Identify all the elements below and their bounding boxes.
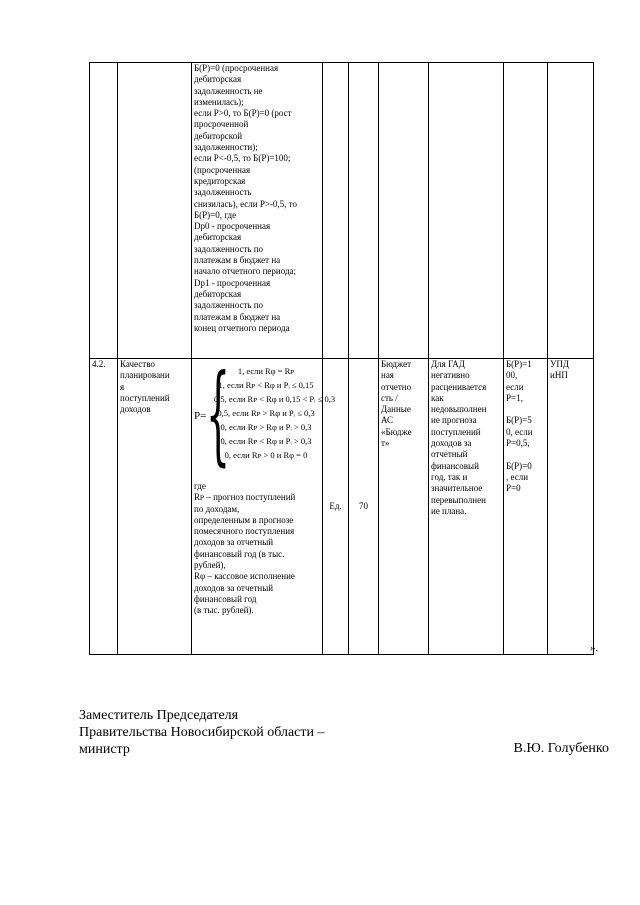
formula-case: 1, если Rᴘ < Rφ и Pᵢ ≤ 0,15: [218, 380, 314, 390]
formula-case: 1, если Rφ = Rᴘ: [237, 366, 295, 376]
text-line: иНП: [550, 370, 568, 381]
table-row: [90, 359, 594, 655]
formula-case: 0, если Rᴘ < Rφ и Pᵢ > 0,3: [220, 436, 312, 446]
cell-name: [118, 63, 192, 359]
cell-num: [90, 63, 118, 359]
text-line: отчетно: [381, 381, 412, 392]
text-line: УПД: [550, 359, 570, 369]
text-line: негативно: [431, 370, 470, 381]
text-line: доходов за: [431, 438, 472, 449]
text-line: год, так и: [431, 471, 468, 482]
text-line: задолженность по: [194, 300, 264, 311]
text-line: Б(Р)=0: [506, 460, 532, 471]
text-line: доходов за отчетный: [194, 582, 274, 593]
text-line: ие прогноза: [431, 415, 477, 426]
cell-formula: [192, 352, 336, 655]
formula-case: 0, если Rᴘ > 0 и Rφ = 0: [224, 450, 308, 460]
cell-weight: [349, 63, 379, 359]
text-line: ие плана.: [431, 505, 467, 516]
text-line: просроченной: [194, 119, 249, 130]
text-line: , если: [506, 471, 529, 482]
signature-position-line-2: Правительства Новосибирской области –: [79, 725, 325, 740]
text-line: финансовый год (в тыс.: [194, 548, 285, 559]
text-line: Б(Р)=0, где: [194, 209, 237, 220]
piecewise-formula: [194, 352, 336, 477]
signature-name: В.Ю. Голубенко: [513, 741, 609, 756]
cell-score: [504, 359, 548, 655]
text-line: изменилась);: [194, 96, 244, 107]
formula-case: 0,5, если Rᴘ > Rφ и Pᵢ ≤ 0,3: [217, 408, 315, 418]
text-line: (просроченная: [194, 164, 251, 175]
text-line: ная: [381, 370, 394, 381]
text-line: Dp0 - просроченная: [194, 221, 271, 232]
text-line: я: [120, 381, 125, 392]
cell-unit: [323, 63, 349, 359]
text-line: поступлений: [120, 392, 170, 403]
text-line: дебиторской: [194, 130, 243, 141]
text-line: Р=1,: [506, 392, 523, 403]
cell-num: [90, 359, 118, 655]
text-line: [506, 449, 545, 460]
text-line: расценивается: [431, 381, 487, 392]
text-line: Rᴘ – прогноз поступлений: [194, 492, 296, 503]
text-line: определенным в прогнозе: [194, 514, 294, 525]
text-line: кредиторская: [194, 175, 246, 186]
row-number: 4.2.: [92, 359, 106, 369]
cell-responsible: [548, 359, 594, 655]
text-line: рублей),: [194, 560, 226, 571]
closing-quote: ».: [590, 642, 599, 654]
formula-description: [194, 492, 320, 616]
table-row: [90, 63, 594, 359]
text-line: Dp1 - просроченная: [194, 277, 271, 288]
text-line: задолженности);: [194, 142, 258, 153]
formula-case: 0,5, если Rᴘ < Rφ и 0,15 < Pᵢ ≤ 0,3: [214, 394, 336, 404]
text-line: платежам в бюджет на: [194, 311, 281, 322]
text-line: дебиторская: [194, 288, 242, 299]
text-line: если: [506, 381, 524, 392]
text-line: перевыполнен: [431, 494, 486, 505]
cell-interpretation: [429, 359, 504, 655]
text-line: (в тыс. рублей).: [194, 605, 254, 616]
text-line: снизилась), если Р>-0,5, то: [194, 198, 297, 209]
formula-brace: {: [206, 352, 231, 477]
text-line: значительное: [431, 483, 483, 494]
cell-name: [118, 359, 192, 655]
text-line: АС: [381, 415, 394, 426]
text-line: задолженность: [194, 187, 252, 198]
cell-score: [504, 63, 548, 359]
formula-where: где: [194, 481, 206, 491]
cell-interpretation: [429, 63, 504, 359]
text-line: «Бюдже: [381, 426, 412, 437]
text-line: доходов за отчетный: [194, 537, 274, 548]
text-line: дебиторская: [194, 232, 242, 243]
text-line: 00,: [506, 370, 518, 381]
text-line: финансовый: [431, 460, 479, 471]
text-line: задолженность по: [194, 243, 264, 254]
text-line: Качество: [120, 359, 155, 369]
cell-weight: [349, 359, 379, 655]
text-line: Б(Р)=0 (просроченная: [194, 63, 279, 73]
text-line: недовыполнен: [431, 404, 487, 415]
text-line: [506, 404, 545, 415]
text-line: Rφ – кассовое исполнение: [194, 571, 295, 582]
unit-value: Ед.: [329, 500, 342, 511]
text-line: 0, если: [506, 426, 533, 437]
text-line: дебиторская: [194, 74, 242, 85]
signature-position-line-3: министр: [79, 742, 130, 757]
text-line: сть /: [381, 392, 398, 403]
text-line: по доходам,: [194, 503, 240, 514]
text-line: платежам в бюджет на: [194, 255, 281, 266]
cell-responsible: [548, 63, 594, 359]
text-line: Р=0: [506, 483, 521, 494]
text-line: Для ГАД: [431, 359, 465, 369]
text-line: поступлений: [431, 426, 481, 437]
text-line: Данные: [381, 404, 411, 415]
text-line: отчетный: [431, 449, 468, 460]
cell-formula: [192, 63, 323, 359]
text-line: доходов: [120, 404, 151, 415]
signature-position-line-1: Заместитель Председателя: [79, 708, 239, 723]
cell-source: [379, 359, 429, 655]
text-line: как: [431, 392, 444, 403]
text-line: планировани: [120, 370, 170, 381]
text-line: начало отчетного периода;: [194, 266, 297, 277]
weight-value: 70: [359, 500, 368, 511]
text-line: если Р<-0,5, то Б(Р)=100;: [194, 153, 291, 164]
text-line: если Р>0, то Б(Р)=0 (рост: [194, 108, 292, 119]
text-line: финансовый год: [194, 593, 257, 604]
text-line: Б(Р)=1: [506, 359, 532, 369]
text-line: Бюджет: [381, 359, 412, 369]
text-line: Р=0,5,: [506, 438, 530, 449]
indicator-table: [89, 62, 594, 655]
text-line: конец отчетного периода: [194, 322, 290, 333]
text-line: помесячного поступления: [194, 526, 295, 537]
formula-p-label: P=: [194, 410, 207, 422]
cell-source: [379, 63, 429, 359]
text-line: Б(Р)=5: [506, 415, 532, 426]
text-line: задолженность не: [194, 85, 263, 96]
formula-case: 0, если Rᴘ > Rφ и Pᵢ > 0,3: [220, 422, 312, 432]
text-line: т»: [381, 438, 390, 449]
